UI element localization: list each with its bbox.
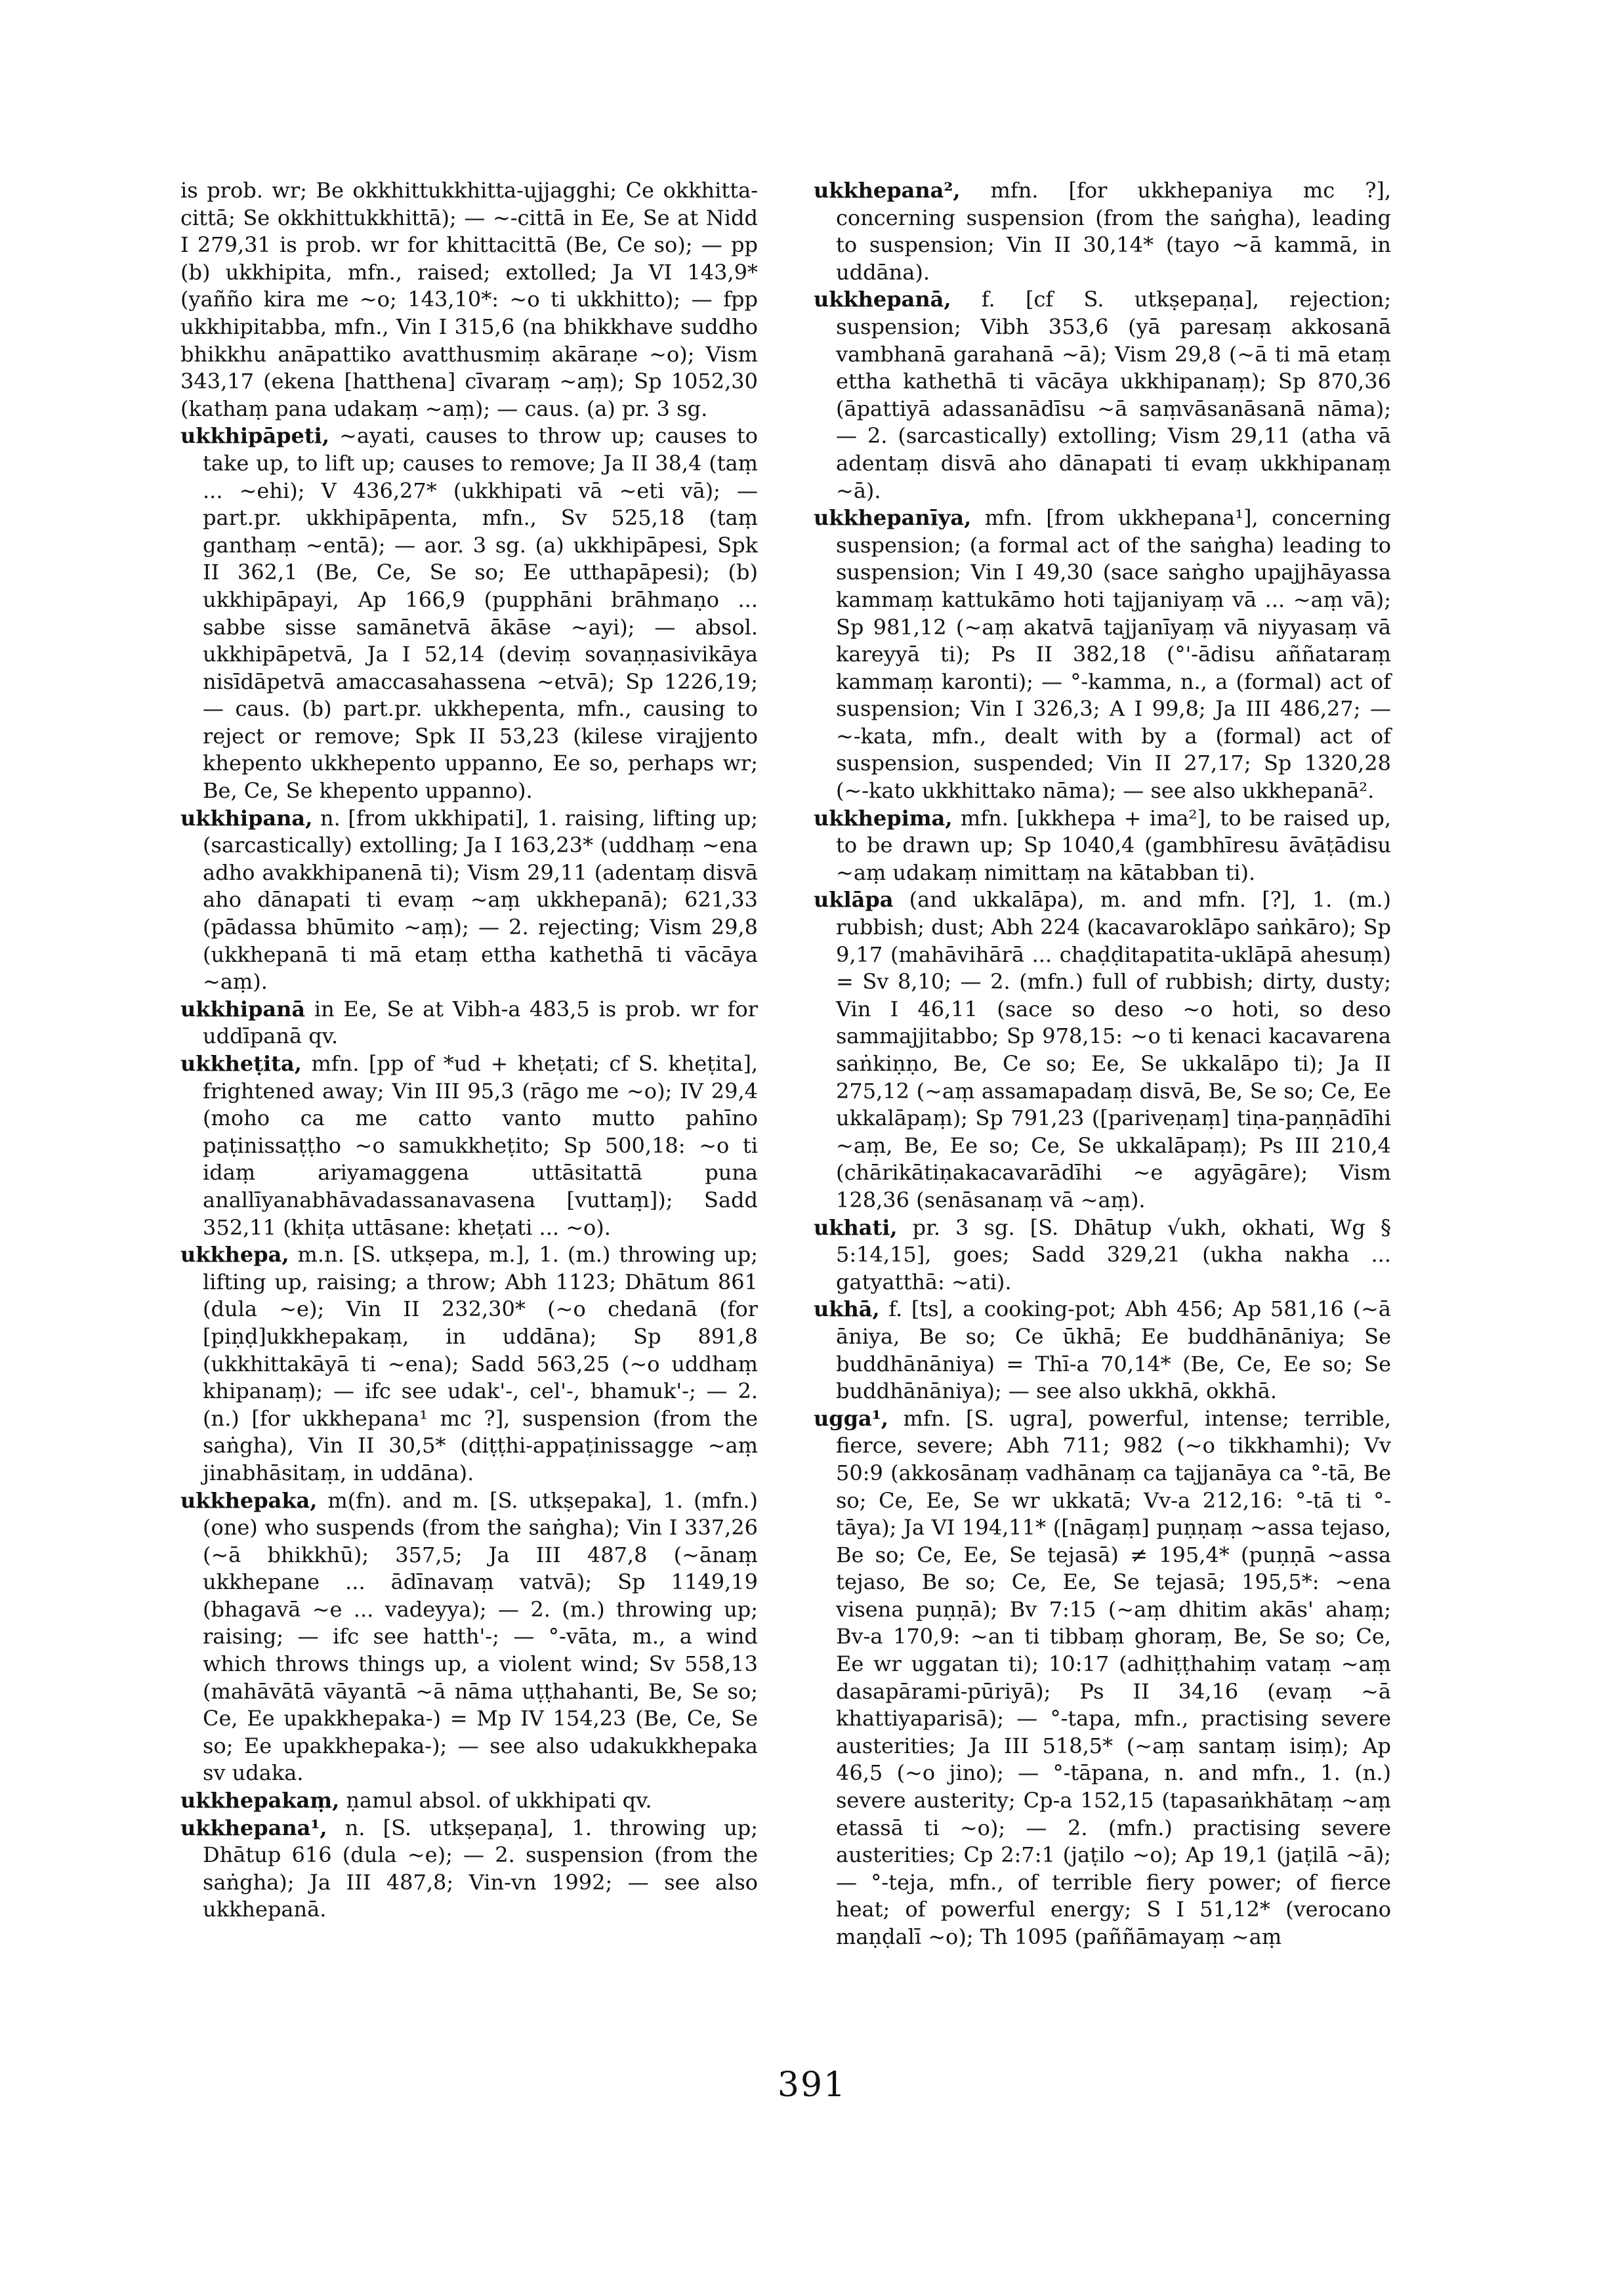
entry-definition: m(fn). and m. [S. utkṣepaka], 1. (mfn.) (one) who suspends (from the saṅgha); Vin I 337,26 (~ā bhikkhū); 357,5; Ja III 487,8 (~ānaṃ ukkhepane ... ādīnavaṃ vatvā); Sp 1149,19 (bhagavā ~e ... vadeyya); — 2. (m.) throwing up; raising; — ifc see hatth'-; — °-vāta, m., a wind which throws things up, a violent wind; Sv 558,13 (mahāvātā vāyantā ~ā nāma uṭṭhahanti, Be, Se so; Ce, Ee upakkhepaka-) = Mp IV 154,23 (Be, Ce, Se so; Ee upakkhepaka-); — see also udakukkhepaka sv udaka. xyxy=(203,1487,758,1786)
left-column xyxy=(180,177,758,1924)
entry-definition: mfn. [S. ugra], powerful, intense; terrible, fierce, severe; Abh 711; 982 (~o tikkhamhi); Vv 50:9 (akkosānaṃ vadhānaṃ ca tajjanāya ca °-tā, Be so; Ce, Ee, Se wr ukkatā; Vv-a 212,16: °-tā ti °-tāya); Ja VI 194,11* ([nāgaṃ] puṇṇaṃ ~assa tejaso, Be so; Ce, Ee, Se tejasā) ≠ 195,4* (puṇṇā ~assa tejaso, Be so; Ce, Ee, Se tejasā; 195,5*: ~ena visena puṇṇā); Bv 7:15 (~aṃ dhitim akās' ahaṃ; Bv-a 170,9: ~an ti tibbaṃ ghoraṃ, Be, Se so; Ce, Ee wr uggatan ti); 10:17 (adhiṭṭhahiṃ vataṃ ~aṃ dasapārami-pūriyā); Ps II 34,16 (evaṃ ~ā khattiyaparisā); — °-tapa, mfn., practising severe austerities; Ja III 518,5* (~aṃ santaṃ isiṃ); Ap 46,5 (~o jino); — °-tāpana, n. and mfn., 1. (n.) severe austerity; Cp-a 152,15 (tapasaṅkhātaṃ ~aṃ etassā ti ~o); — 2. (mfn.) practising severe austerities; Cp 2:7:1 (jaṭilo ~o); Ap 19,1 (jaṭilā ~ā); — °-teja, mfn., of terrible fiery power; of fierce heat; of powerful energy; S I 51,12* (verocano maṇḍalī ~o); Th 1095 (paññāmayaṃ ~aṃ xyxy=(836,1405,1391,1949)
entry-headword: ukkhipanā xyxy=(180,996,306,1022)
entry-definition: mfn. [for ukkhepaniya mc ?], concerning suspension (from the saṅgha), leading to suspension; Vin II 30,14* (tayo ~ā kammā, in uddāna). xyxy=(836,178,1391,285)
dictionary-entry xyxy=(180,805,758,996)
dictionary-entry xyxy=(180,1787,758,1815)
entry-definition: m.n. [S. utkṣepa, m.], 1. (m.) throwing up; lifting up, raising; a throw; Abh 1123; Dhātum 861 (dula ~e); Vin II 232,30* (~o chedanā (for [piṇḍ]ukkhepakaṃ, in uddāna); Sp 891,8 (ukkhittakāyā ti ~ena); Sadd 563,25 (~o uddhaṃ khipanaṃ); — ifc see udak'-, cel'-, bhamuk'-; — 2. (n.) [for ukkhepana¹ mc ?], suspension (from the saṅgha), Vin II 30,5* (diṭṭhi-appaṭinissagge ~aṃ jinabhāsitaṃ, in uddāna). xyxy=(203,1242,758,1485)
entry-continuation xyxy=(180,177,758,423)
entry-headword: ukkhepana¹, xyxy=(180,1815,327,1840)
dictionary-entry xyxy=(814,805,1391,887)
entry-definition: mfn. [ukkhepa + ima²], to be raised up, to be drawn up; Sp 1040,4 (gambhīresu āvāṭādisu ~aṃ udakaṃ nimittaṃ na kātabban ti). xyxy=(836,805,1391,885)
entry-definition: is prob. wr; Be okkhittukkhitta-ujjagghi; Ce okkhitta-cittā; Se okkhittukkhittā); — ~-cittā in Ee, Se at Nidd I 279,31 is prob. wr for khittacittā (Be, Ce so); — pp (b) ukkhipita, mfn., raised; extolled; Ja VI 143,9* (yañño kira me ~o; 143,10*: ~o ti ukkhitto); — fpp ukkhipitabba, mfn., Vin I 315,6 (na bhikkhave suddho bhikkhu anāpattiko avatthusmiṃ akāraṇe ~o); Vism 343,17 (ekena [hatthena] cīvaraṃ ~aṃ); Sp 1052,30 (kathaṃ pana udakaṃ ~aṃ); — caus. (a) pr. 3 sg. xyxy=(180,178,758,421)
entry-definition: n. [from ukkhipati], 1. raising, lifting up; (sarcastically) extolling; Ja I 163,23* (uddhaṃ ~ena adho avakkhipanenā ti); Vism 29,11 (adentaṃ disvā aho dānapati ti evaṃ ~aṃ ukkhepanā); 621,33 (pādassa bhūmito ~aṃ); — 2. rejecting; Vism 29,8 (ukkhepanā ti mā etaṃ ettha kathethā ti vācāya ~aṃ). xyxy=(203,805,758,995)
entry-definition: f. [cf S. utkṣepaṇa], rejection; suspension; Vibh 353,6 (yā paresaṃ akkosanā vambhanā garahanā ~ā); Vism 29,8 (~ā ti mā etaṃ ettha kathethā ti vācāya ukkhipanaṃ); Sp 870,36 (āpattiyā adassanādīsu ~ā saṃvāsanāsanā nāma); — 2. (sarcastically) extolling; Vism 29,11 (atha vā adentaṃ disvā aho dānapati ti evaṃ ukkhipanaṃ ~ā). xyxy=(836,287,1391,503)
entry-headword: ukkhepakaṃ, xyxy=(180,1788,340,1813)
dictionary-entry xyxy=(180,1050,758,1241)
dictionary-entry xyxy=(180,1487,758,1788)
entry-headword: uklāpa xyxy=(814,887,894,913)
entry-headword: ukkhepaka, xyxy=(180,1487,318,1513)
entry-headword: ugga¹, xyxy=(814,1405,888,1431)
entry-definition: pr. 3 sg. [S. Dhātup √ukh, okhati, Wg § 5:14,15], goes; Sadd 329,21 (ukha nakha ... gatyatthā: ~ati). xyxy=(836,1214,1391,1294)
entry-headword: ukkhepa, xyxy=(180,1242,289,1268)
dictionary-entry xyxy=(814,1405,1391,1951)
dictionary-entry xyxy=(180,1815,758,1924)
entry-headword: ukkhipana, xyxy=(180,805,313,831)
entry-definition: (and ukkalāpa), m. and mfn. [?], 1. (m.) rubbish; dust; Abh 224 (kacavaroklāpo saṅkāro); Sp 9,17 (mahāvihārā ... chaḍḍitapatita-uklāpā ahesuṃ) = Sv 8,10; — 2. (mfn.) full of rubbish; dirty, dusty; Vin I 46,11 (sace so deso ~o hoti, so deso sammajjitabbo; Sp 978,15: ~o ti kenaci kacavarena saṅkiṇṇo, Be, Ce so; Ee, Se ukkalāpo ti); Ja II 275,12 (~aṃ assamapadaṃ disvā, Be, Se so; Ce, Ee ukkalāpaṃ); Sp 791,23 ([pariveṇaṃ] tiṇa-paṇṇādīhi ~aṃ, Be, Ee so; Ce, Se ukkalāpaṃ); Ps III 210,4 (chārikātiṇakacavarādīhi ~e agyāgāre); Vism 128,36 (senāsanaṃ vā ~aṃ). xyxy=(836,887,1391,1212)
entry-headword: ukkheṭita, xyxy=(180,1051,302,1076)
entry-definition: mfn. [pp of *ud + kheṭati; cf S. kheṭita], frightened away; Vin III 95,3 (rāgo me ~o); IV 29,4 (moho ca me catto vanto mutto pahīno paṭinissaṭṭho ~o samukkheṭito; Sp 500,18: ~o ti idaṃ ariyamaggena uttāsitattā puna anallīyanabhāvadassanavasena [vuttaṃ]); Sadd 352,11 (khiṭa uttāsane: kheṭati ... ~o). xyxy=(203,1051,758,1240)
entry-headword: ukkhepana², xyxy=(814,178,961,203)
entry-definition: n. [S. utkṣepaṇa], 1. throwing up; Dhātup 616 (dula ~e); — 2. suspension (from the saṅgha); Ja III 487,8; Vin-vn 1992; — see also ukkhepanā. xyxy=(203,1815,758,1922)
dictionary-entry xyxy=(180,423,758,804)
dictionary-entry xyxy=(814,286,1391,505)
dictionary-entry xyxy=(180,1241,758,1487)
entry-headword: ukhā, xyxy=(814,1296,880,1322)
dictionary-entry xyxy=(814,505,1391,805)
entry-definition: in Ee, Se at Vibh-a 483,5 is prob. wr for uddīpanā qv. xyxy=(203,996,758,1049)
entry-headword: ukkhepima, xyxy=(814,805,953,831)
dictionary-entry xyxy=(814,886,1391,1214)
entry-headword: ukkhepanīya, xyxy=(814,505,972,531)
dictionary-entry xyxy=(814,1214,1391,1296)
entry-definition: ṇamul absol. of ukkhipati qv. xyxy=(339,1788,652,1813)
dictionary-entry xyxy=(180,996,758,1050)
entry-definition: mfn. [from ukkhepana¹], concerning suspension; (a formal act of the saṅgha) leading to suspension; Vin I 49,30 (sace saṅgho upajjhāyassa kammaṃ kattukāmo hoti tajjaniyaṃ vā ... ~aṃ vā); Sp 981,12 (~aṃ akatvā tajjanīyaṃ vā niyyasaṃ vā kareyyā ti); Ps II 382,18 (°'-ādisu aññataraṃ kammaṃ karonti); — °-kamma, n., a (formal) act of suspension; Vin I 326,3; A I 99,8; Ja III 486,27; — ~-kata, mfn., dealt with by a (formal) act of suspension, suspended; Vin II 27,17; Sp 1320,28 (~-kato ukkhittako nāma); — see also ukkhepanā². xyxy=(836,505,1391,804)
entry-headword: ukhati, xyxy=(814,1214,898,1240)
dictionary-entry xyxy=(814,1296,1391,1405)
entry-definition: ~ayati, causes to throw up; causes to take up, to lift up; causes to remove; Ja II 38,4 (taṃ ... ~ehi); V 436,27* (ukkhipati vā ~eti vā); — part.pr. ukkhipāpenta, mfn., Sv 525,18 (taṃ ganthaṃ ~entā); — aor. 3 sg. (a) ukkhipāpesi, Spk II 362,1 (Be, Ce, Se so; Ee utthapāpesi); (b) ukkhipāpayi, Ap 166,9 (pupphāni brāhmaṇo ... sabbe sisse samānetvā ākāse ~ayi); — absol. ukkhipāpetvā, Ja I 52,14 (deviṃ sovaṇṇasivikāya nisīdāpetvā amaccasahassena ~etvā); Sp 1226,19; — caus. (b) part.pr. ukkhepenta, mfn., causing to reject or remove; Spk II 53,23 (kilese virajjento khepento ukkhepento uppanno, Ee so, perhaps wr; Be, Ce, Se khepento uppanno). xyxy=(203,423,758,804)
entry-headword: ukkhepanā, xyxy=(814,287,951,312)
right-column xyxy=(814,177,1391,1951)
entry-definition: f. [ts], a cooking-pot; Abh 456; Ap 581,16 (~ā āniya, Be so; Ce ūkhā; Ee buddhānāniya; Se buddhānāniya) = Thī-a 70,14* (Be, Ce, Ee so; Se buddhānāniya); — see also ukkhā, okkhā. xyxy=(836,1296,1391,1404)
page-number: 391 xyxy=(777,2065,847,2105)
entry-headword: ukkhipāpeti, xyxy=(180,423,329,449)
dictionary-entry xyxy=(814,177,1391,286)
